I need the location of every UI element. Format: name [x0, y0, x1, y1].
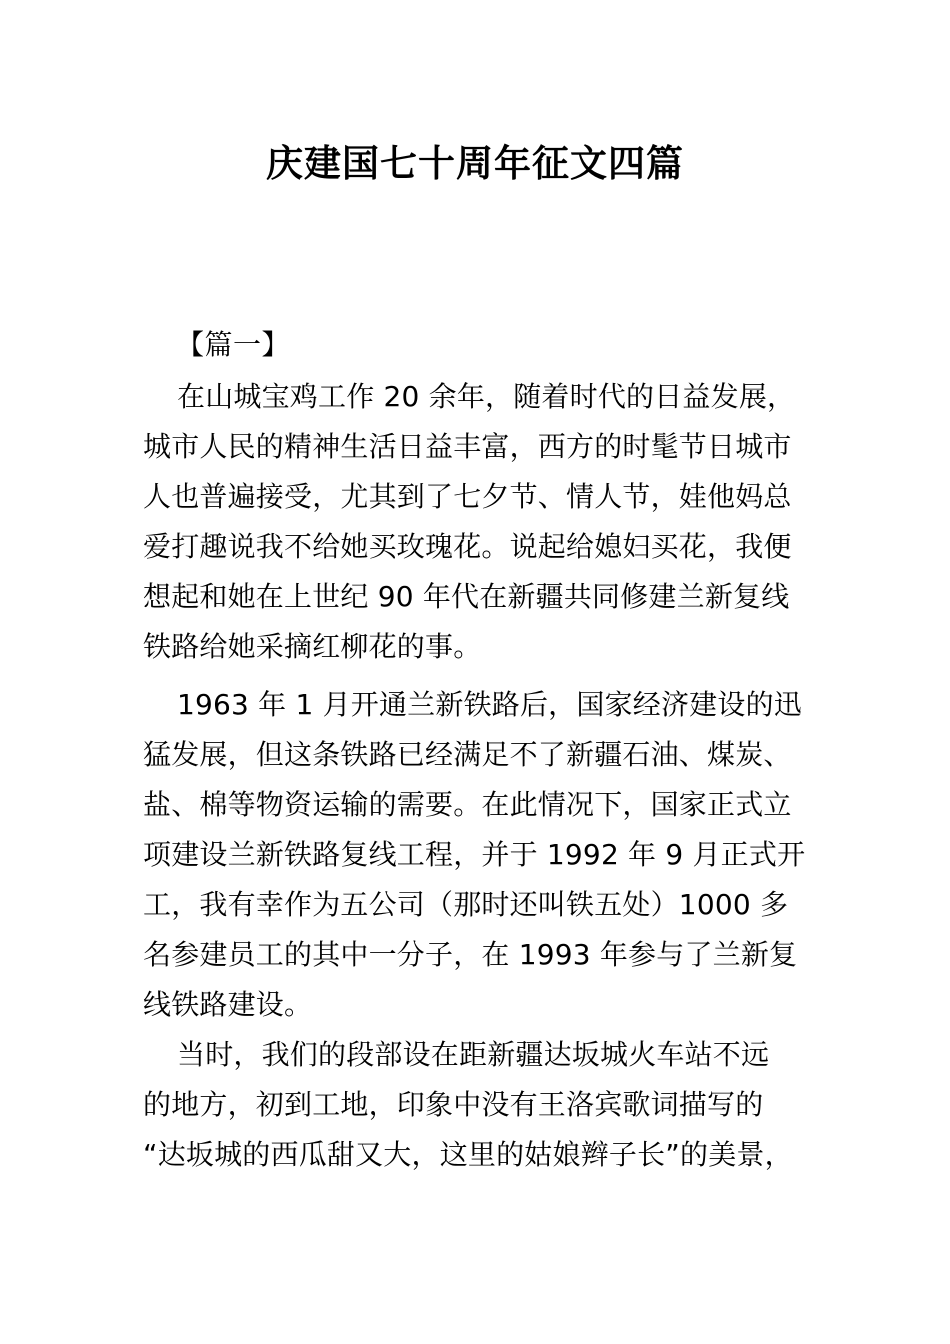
paragraph-line: 1963 年 1 月开通兰新铁路后，国家经济建设的迅	[177, 688, 802, 721]
paragraph-line: 的地方，初到工地，印象中没有王洛宾歌词描写的	[143, 1088, 764, 1121]
paragraph-line: 爱打趣说我不给她买玫瑰花。说起给媳妇买花，我便	[143, 530, 792, 563]
paragraph-line: 在山城宝鸡工作 20 余年，随着时代的日益发展，	[177, 380, 796, 413]
paragraph-2	[143, 680, 823, 1030]
paragraph-line: 铁路给她采摘红柳花的事。	[143, 630, 482, 663]
paragraph-line: 名参建员工的其中一分子，在 1993 年参与了兰新复	[143, 938, 798, 971]
paragraph-line: 工，我有幸作为五公司（那时还叫铁五处）1000 多	[143, 888, 789, 921]
paragraph-line: 项建设兰新铁路复线工程，并于 1992 年 9 月正式开	[143, 838, 806, 871]
paragraph-line: 盐、棉等物资运输的需要。在此情况下，国家正式立	[143, 788, 792, 821]
paragraph-line: 想起和她在上世纪 90 年代在新疆共同修建兰新复线	[143, 580, 790, 613]
paragraph-line: 线铁路建设。	[143, 988, 313, 1021]
paragraph-1	[143, 372, 823, 672]
paragraph-line: 城市人民的精神生活日益丰富，西方的时髦节日城市	[143, 430, 792, 463]
section-heading: 【篇一】	[176, 328, 291, 361]
paragraph-line: 人也普遍接受，尤其到了七夕节、情人节，娃他妈总	[143, 480, 792, 513]
paragraph-line: 当时，我们的段部设在距新疆达坂城火车站不远	[177, 1038, 770, 1071]
document-title: 庆建国七十周年征文四篇	[266, 142, 684, 185]
paragraph-line: “达坂城的西瓜甜又大，这里的姑娘辫子长”的美景，	[143, 1138, 793, 1171]
paragraph-line: 猛发展，但这条铁路已经满足不了新疆石油、煤炭、	[143, 738, 792, 771]
paragraph-3	[143, 1030, 823, 1180]
